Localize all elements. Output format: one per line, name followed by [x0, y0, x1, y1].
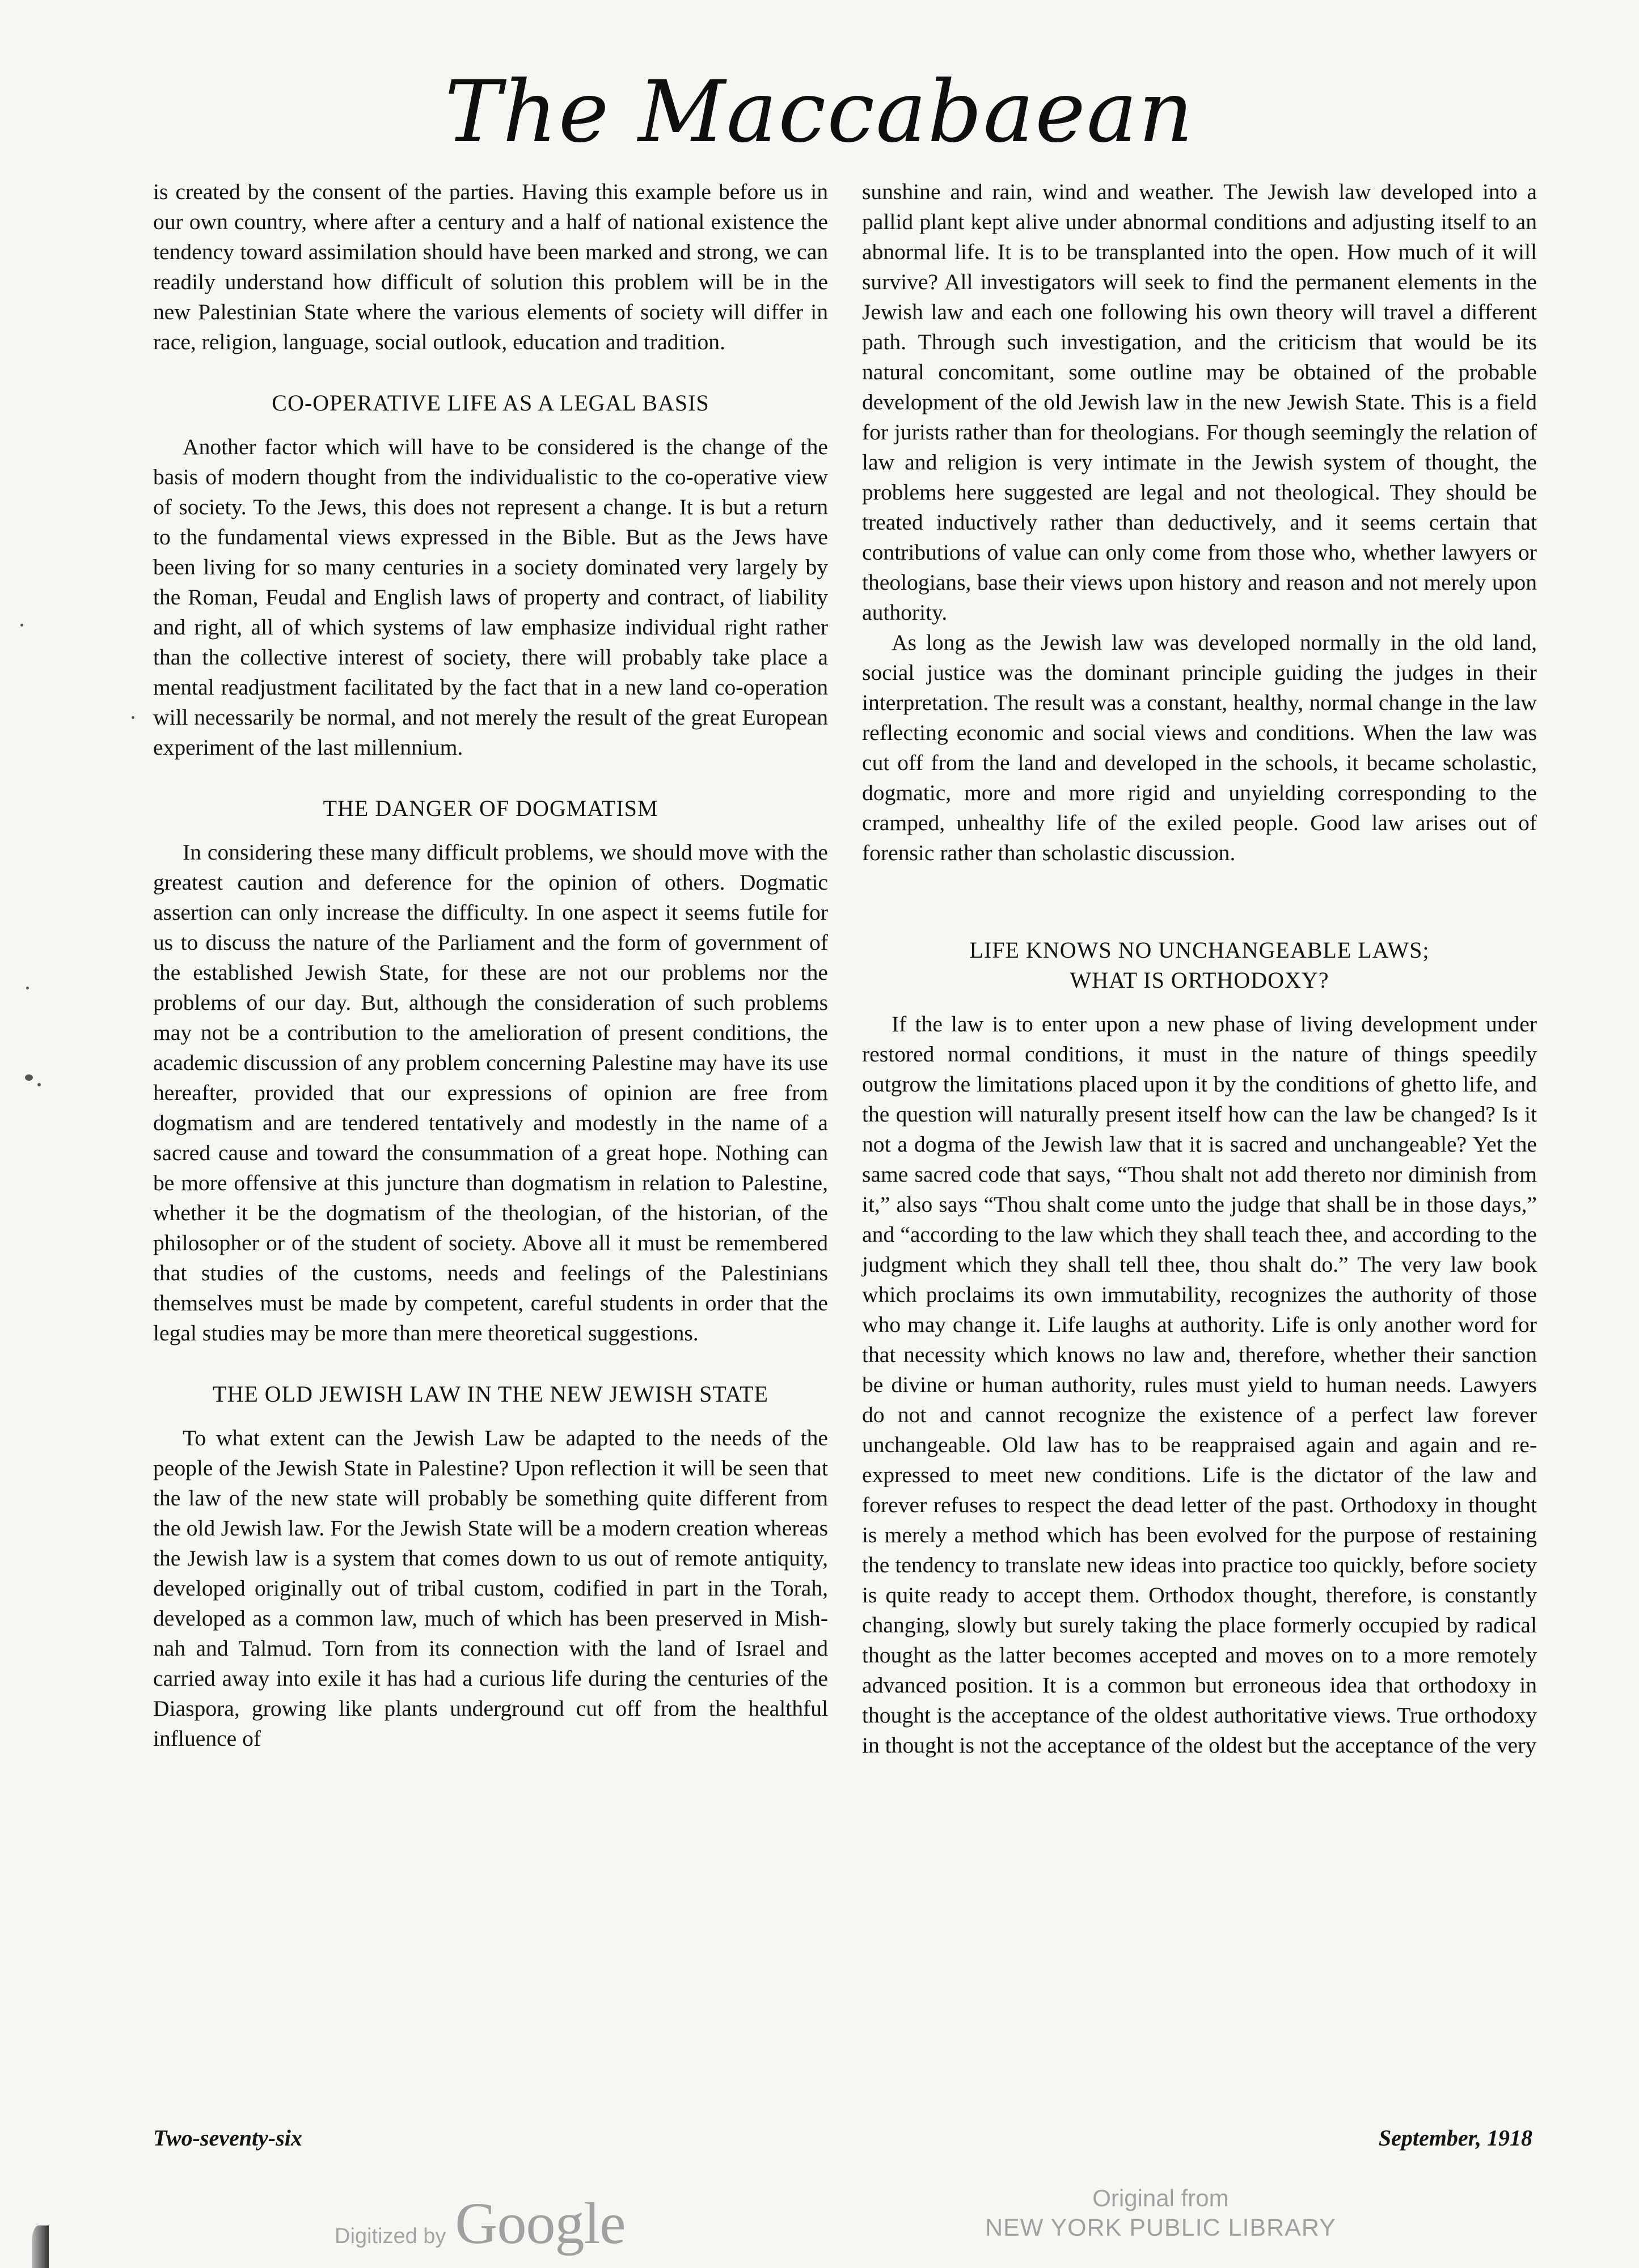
body-paragraph: To what extent can the Jewish Law be adapted to the needs of the people of the Jewish State in Palestine? Upon reflection it will be seen that the law of the new state will probably be something quite different from the old Jewish law. For the Jewish State will be a modern creation whereas the Jewish law is a system that comes down to us out of remote antiquity, developed originally out of tribal custom, codified in part in the Torah, developed as a common law, much of which has been preserved in Mishnah and Talmud. Torn from its connection with the land of Israel and carried away into exile it has had a curious life during the centuries of the Diaspora, growing like plants underground cut off from the healthful influence of — [153, 1425, 828, 1751]
binding-shadow — [32, 2225, 49, 2268]
section-heading: THE OLD JEWISH LAW IN THE NEW JEWISH STATE — [213, 1381, 768, 1407]
left-column — [153, 177, 828, 1754]
page-number: Two-seventy-six — [153, 2125, 302, 2151]
body-paragraph: As long as the Jewish law was developed normally in the old land, social justice was the dominant principle guiding the judges in their interpretation. The result was a constant, healthy, normal change in the law reflecting economic and social views and conditions. When the law was cut off from the land and developed in the schools, it became scholastic, dogmatic, more and more rigid and unyielding corresponding to the cramped, unhealthy life of the exiled people. Good law arises out of forensic rather than scholastic discussion. — [862, 630, 1537, 865]
body-paragraph: If the law is to enter upon a new phase of living development under restored normal conditions, it must in the nature of things speedily outgrow the limitations placed upon it by the conditions of ghetto life, and the question will naturally present itself how can the law be changed? Is it not a dogma of the Jewish law that it is sacred and unchangeable? Yet the same sacred code that says, “Thou shalt not add thereto nor diminish from it,” also says “Thou shalt come unto the judge that shall be in those days,” and “according to the law which they shall teach thee, and according to the judgment which they shall tell thee, thou shalt do.” The very law book which proclaims its own immutability, recognizes the authority of those who may change it. Life laughs at authority. Life is only another word for that necessity which knows no law and, therefore, whether their sanction be divine or human authority, rules must yield to human needs. Lawyers do not and cannot recognize the existence of a perfect law forever unchangeable. Old law has to be reappraised again and again and re-expressed to meet new conditions. Life is the dictator of the law and forever refuses to respect the dead letter of the past. Orthodoxy in thought is merely a method which has been evolved for the purpose of restaining the tendency to translate new ideas into practice too quickly, before society is quite ready to accept them. Orthodox thought, therefore, is constantly changing, slowly but surely taking the place formerly occupied by radical thought as the latter becomes accepted and moves on to a more remotely advanced position. It is a common but erroneous idea that orthodoxy in thought is the acceptance of the oldest authoritative views. True orthodoxy in thought is not the acceptance of the oldest but the acceptance of the very — [862, 1012, 1537, 1758]
issue-date: September, 1918 — [1378, 2125, 1532, 2151]
scan-speck — [26, 987, 29, 989]
section-heading: WHAT IS ORTHODOXY? — [1070, 967, 1329, 993]
body-paragraph: is created by the consent of the parties. Having this example before us in our own country, where after a century and a half of national existence the tendency toward assimilation should have been marked and strong, we can readily understand how difficult of solution this problem will be in the new Palestinian State where the various elements of society will differ in race, religion, language, social outlook, education and tradition. — [153, 179, 828, 354]
right-column — [862, 177, 1537, 1761]
library-watermark — [985, 2184, 1336, 2243]
scan-speck — [37, 1083, 41, 1086]
google-logo: Google — [455, 2191, 626, 2256]
body-paragraph: In considering these many difficult problems, we should move with the greatest caution and deference for the opinion of others. Dogmatic assertion can only increase the difficulty. In one aspect it seems futile for us to discuss the nature of the Parliament and the form of government of the established Jewish State, for these are not our problems nor the problems of our day. But, although the consideration of such problems may not be a contribution to the amelioration of present conditions, the academic discussion of any problem concerning Palestine may have its use hereafter, provided that our expressions of opinion are free from dogmatism and are tendered tentatively and modestly in the name of a sacred cause and toward the consummation of a great hope. Nothing can be more offensive at this juncture than dogmatism in relation to Palestine, whether it be the dogmatism of the theologian, of the historian, of the philosopher or of the student of society. Above all it must be remembered that studies of the customs, needs and feelings of the Palestinians themselves must be made by competent, careful students in order that the legal studies may be more than mere theoretical suggestions. — [153, 840, 828, 1345]
body-paragraph: Another factor which will have to be considered is the change of the basis of modern thought from the individualistic to the co-operative view of society. To the Jews, this does not represent a change. It is but a return to the fundamental views expressed in the Bible. But as the Jews have been living for so many centuries in a society dominated very largely by the Roman, Feudal and English laws of property and contract, of liability and right, all of which systems of law emphasize individual right rather than the collective interest of society, there will probably take place a mental readjustment facilitated by the fact that in a new land co-operation will necessarily be normal, and not merely the result of the great European experiment of the last millennium. — [153, 434, 828, 760]
masthead-title: The Maccabaean — [445, 63, 1194, 162]
scan-speck — [25, 1074, 33, 1081]
section-heading: LIFE KNOWS NO UNCHANGEABLE LAWS; — [969, 937, 1430, 963]
section-heading: CO-OPERATIVE LIFE AS A LEGAL BASIS — [272, 390, 709, 416]
digitized-by-label: Digitized by — [335, 2224, 446, 2248]
scan-speck — [132, 716, 134, 719]
digitized-by-watermark — [335, 2190, 626, 2257]
scan-speck — [20, 624, 23, 627]
library-name: NEW YORK PUBLIC LIBRARY — [985, 2214, 1336, 2241]
body-paragraph: sunshine and rain, wind and weather. The Jewish law developed into a pallid plant kept alive under abnormal conditions and adjusting itself to an abnormal life. It is to be transplanted into the open. How much of it will survive? All investigators will seek to find the permanent elements in the Jewish law and each one following his own theory will travel a different path. Through such investigation, and the criticism that would be its natural concomitant, some outline may be obtained of the probable development of the old Jewish law in the new Jewish State. This is a field for jurists rather than for theologians. For though seemingly the relation of law and religion is very intimate in the Jewish system of thought, the problems here suggested are legal and not theological. They should be treated inductively rather than deductively, and it seems certain that contributions of value can only come from those who, whether lawyers or theologians, base their views upon history and reason and not merely upon authority. — [862, 179, 1537, 625]
section-heading: THE DANGER OF DOGMATISM — [323, 796, 658, 821]
original-from-label: Original from — [1092, 2185, 1229, 2211]
